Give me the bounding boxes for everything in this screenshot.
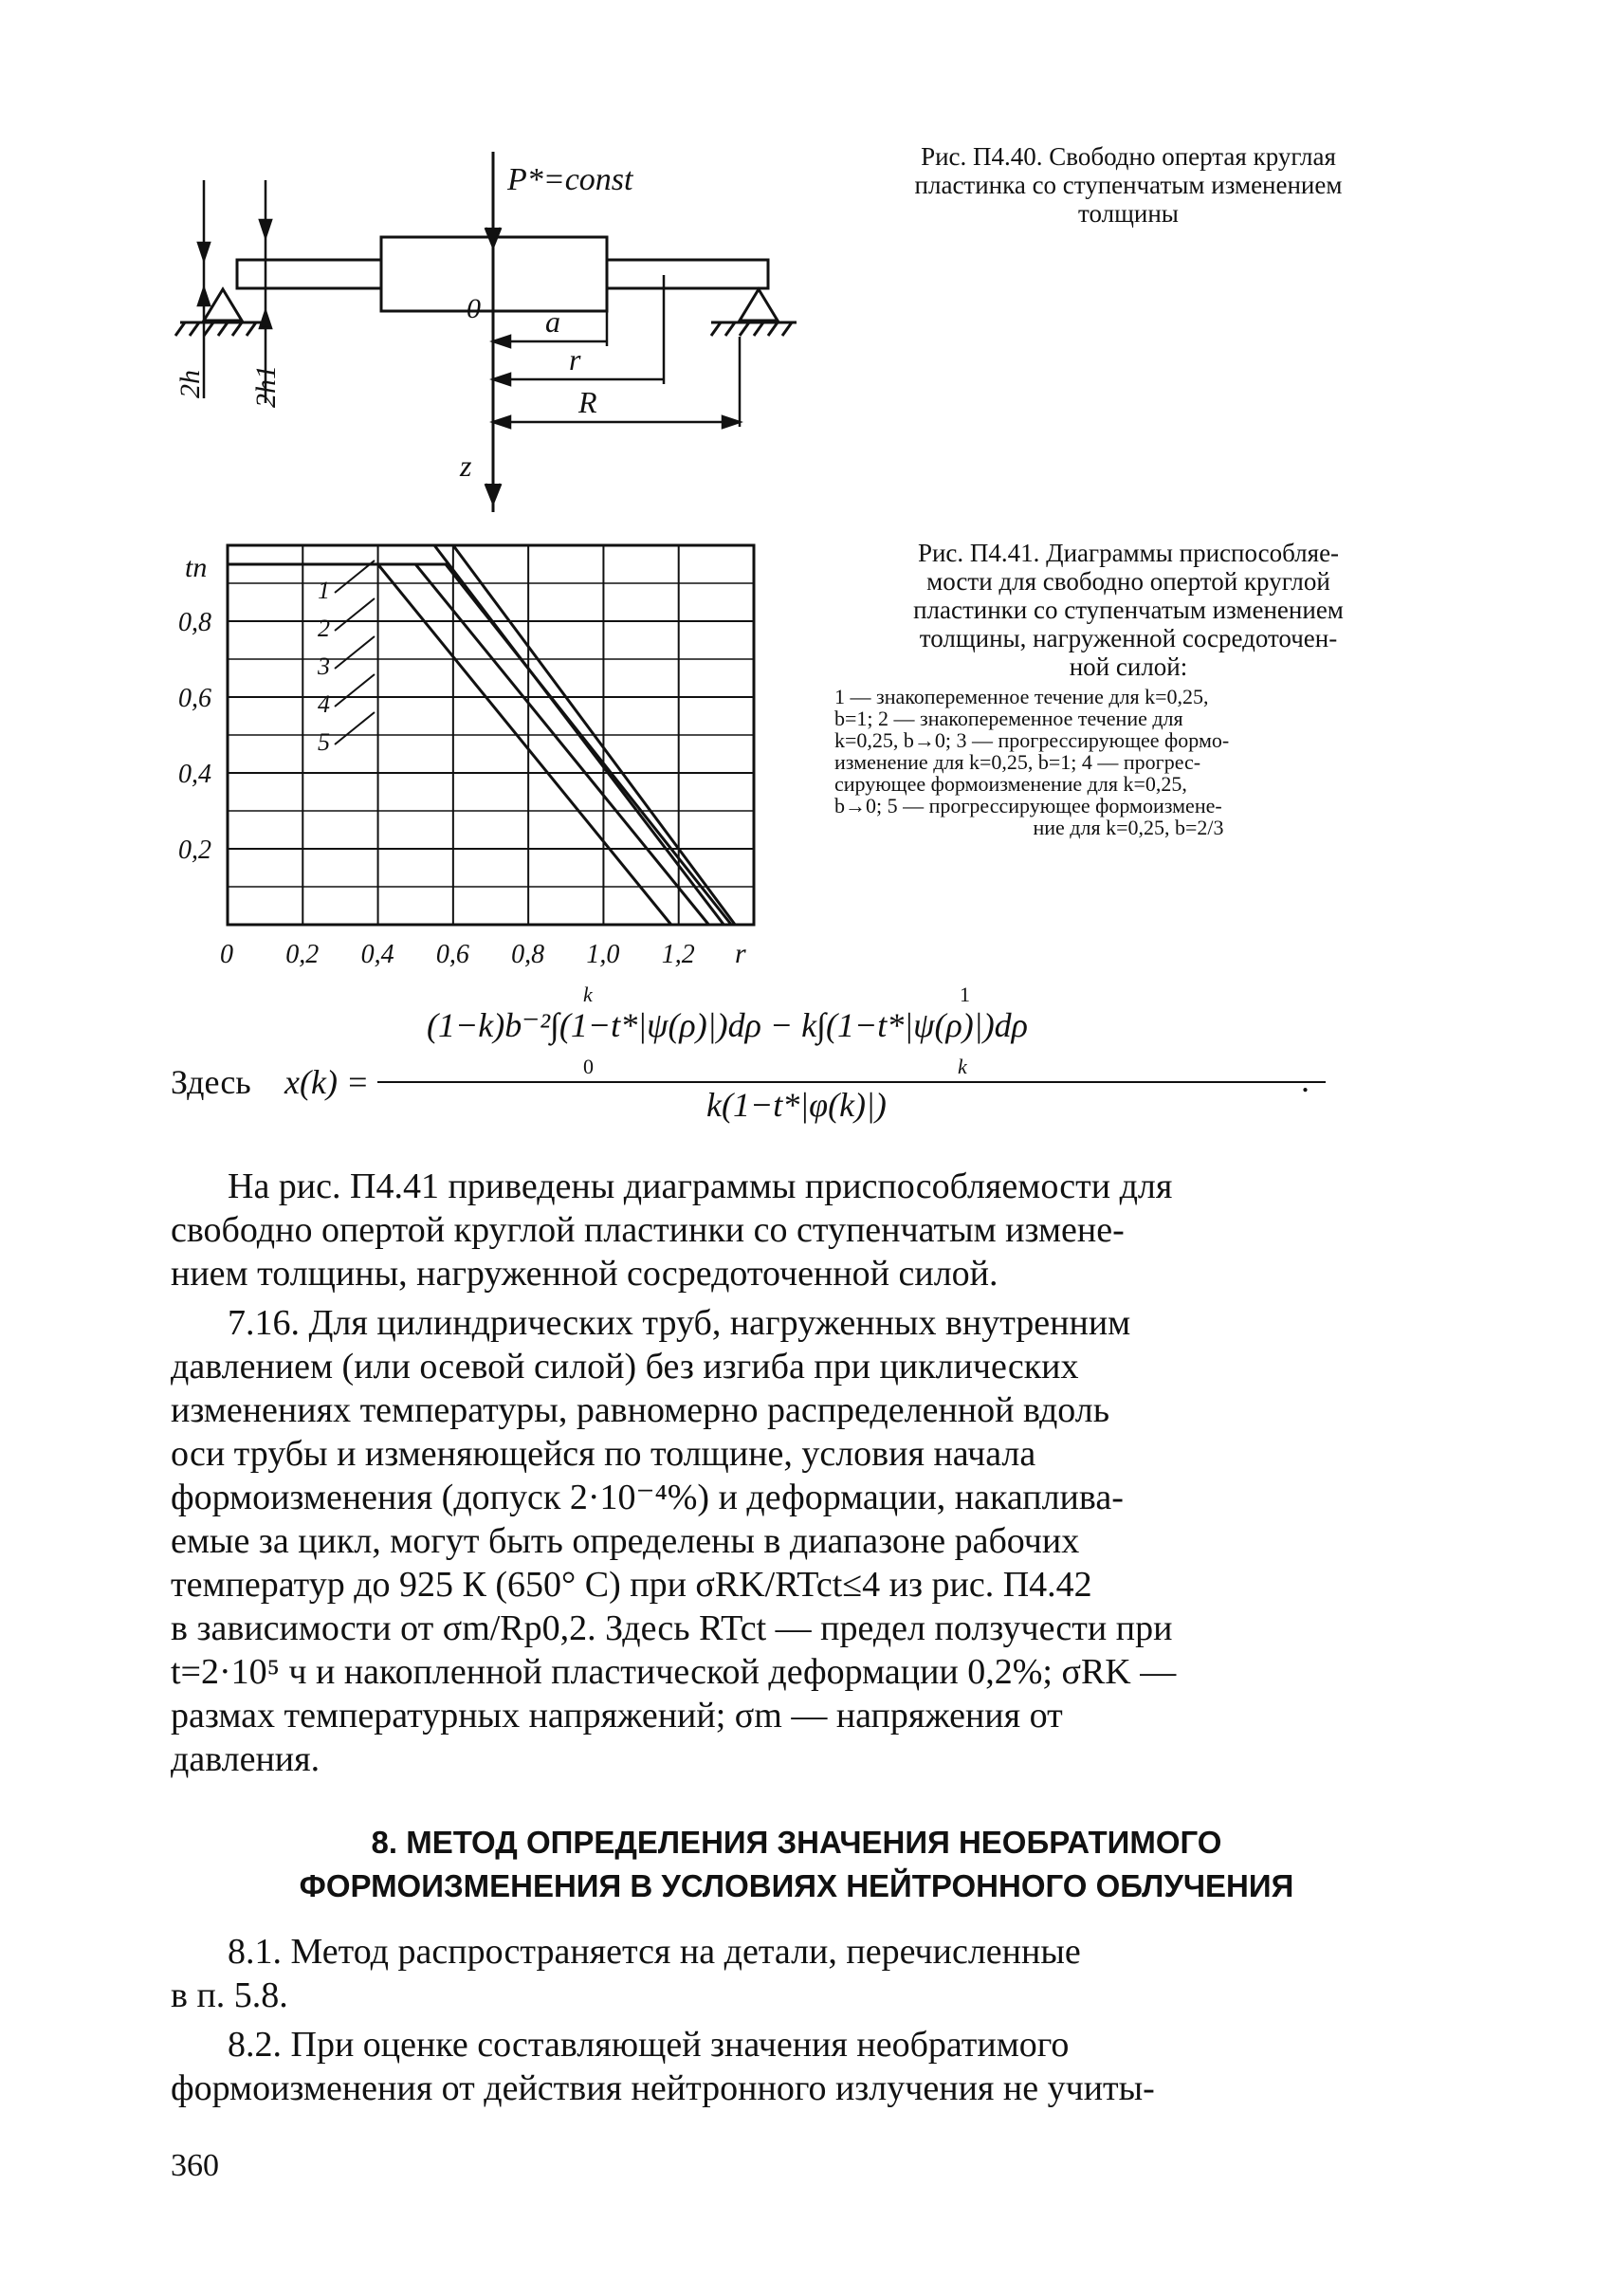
text-line: формоизменения (допуск 2·10⁻⁴%) и деформации, накаплива-: [171, 1478, 1124, 1517]
caption-line: пластинки со ступенчатым изменением: [913, 596, 1344, 624]
thickness-2h-dimension: [198, 180, 210, 398]
paragraph-8-1: [171, 1930, 1422, 2017]
formula-lead: Здесь: [171, 1063, 251, 1101]
heading-line: 8. МЕТОД ОПРЕДЕЛЕНИЯ ЗНАЧЕНИЯ НЕОБРАТИМОГО: [371, 1825, 1222, 1860]
text-line: в зависимости от σm/Rp0,2. Здесь RTct — предел ползучести при: [171, 1608, 1173, 1648]
x-tick-label: 0,8: [511, 940, 545, 969]
fraction-bar: [377, 1081, 1326, 1083]
y-tick-label: 0,2: [178, 836, 211, 865]
y-tick-label: 0,8: [178, 608, 211, 637]
text-line: давлением (или осевой силой) без изгиба при циклических: [171, 1347, 1079, 1387]
text-line: размах температурных напряжений; σm — напряжения от: [171, 1696, 1063, 1736]
y-tick-label: 0,4: [178, 760, 211, 789]
series-label-2: 2: [318, 615, 330, 642]
text-line: давления.: [171, 1739, 321, 1779]
left-support: [175, 289, 261, 336]
dim-a: a: [545, 304, 560, 339]
page-number: 360: [171, 2148, 219, 2183]
text-line: в п. 5.8.: [171, 1975, 288, 2015]
legend-line: сирующее формоизменение для k=0,25,: [834, 772, 1187, 796]
paragraph-fig-reference: [171, 1165, 1422, 1295]
text-line: формоизменения от действия нейтронного излучения не учиты-: [171, 2068, 1155, 2108]
series-leader-2: [335, 598, 375, 631]
section-8-heading: [171, 1821, 1422, 1908]
caption-line: ной силой:: [1069, 652, 1188, 681]
origin-label: 0: [467, 293, 481, 324]
caption-line: толщины: [1078, 199, 1179, 228]
series-label-5: 5: [318, 728, 330, 756]
right-support: [711, 289, 797, 336]
series-leader-4: [335, 674, 375, 707]
load-label: P*=const: [507, 162, 633, 197]
series-leader-5: [335, 712, 375, 744]
caption-line: пластинка со ступенчатым изменением: [914, 171, 1343, 199]
text-line: На рис. П4.41 приведены диаграммы приспособляемости для: [228, 1166, 1173, 1206]
series-line-2: [228, 564, 708, 925]
x-tick-label: 0: [220, 940, 233, 969]
dim-r: r: [569, 342, 581, 377]
text-line: 8.2. При оценке составляющей значения необратимого: [228, 2025, 1070, 2065]
x-tick-label: 0,4: [360, 940, 394, 969]
dim-R: R: [578, 385, 597, 419]
x-tick-label: 1,2: [661, 940, 695, 969]
formula-denominator: k(1−t*|φ(k)|): [706, 1086, 887, 1124]
series-line-1: [228, 564, 671, 925]
dim-z: z: [460, 449, 472, 483]
series-label-3: 3: [318, 652, 330, 680]
fig41-caption: [834, 539, 1422, 681]
fig41-legend: [834, 686, 1422, 838]
series-label-1: 1: [318, 577, 330, 604]
heading-line: ФОРМОИЗМЕНЕНИЯ В УСЛОВИЯХ НЕЙТРОННОГО ОБЛУЧЕНИЯ: [299, 1868, 1294, 1903]
paragraph-7-16: [171, 1301, 1422, 1781]
legend-line: k=0,25, b→0; 3 — прогрессирующее формо-: [834, 728, 1230, 752]
load-axis: [485, 152, 501, 512]
caption-line: толщины, нагруженной сосредоточен-: [919, 624, 1338, 652]
y-axis-label: tп: [185, 552, 208, 583]
text-line: изменениях температуры, равномерно распределенной вдоль: [171, 1390, 1110, 1430]
x-tick-label: 0,2: [285, 940, 320, 969]
x-tick-label: 0,6: [435, 940, 469, 969]
text-line: t=2·10⁵ ч и накопленной пластической деформации 0,2%; σRK —: [171, 1652, 1177, 1692]
legend-line: b=1; 2 — знакопеременное течение для: [834, 707, 1183, 730]
limit-upper-2: 1: [960, 983, 970, 1006]
formula-end: .: [1301, 1061, 1310, 1099]
legend-line: ние для k=0,25, b=2/3: [1033, 816, 1224, 839]
limit-upper-1: k: [583, 983, 593, 1006]
text-line: емые за цикл, могут быть определены в диапазоне рабочих: [171, 1521, 1080, 1561]
legend-line: b→0; 5 — прогрессирующее формоизмене-: [834, 794, 1222, 817]
series-leader-3: [335, 636, 375, 669]
paragraph-8-2: [171, 2023, 1422, 2110]
dim-2h: 2h: [174, 370, 206, 398]
formula: [171, 983, 1310, 1129]
legend-line: изменение для k=0,25, b=1; 4 — прогрес-: [834, 750, 1201, 774]
adaptability-chart: [171, 531, 797, 977]
text-line: температур до 925 К (650° С) при σRK/RTct≤4 из рис. П4.42: [171, 1565, 1092, 1605]
text-line: 8.1. Метод распространяется на детали, перечисленные: [228, 1932, 1081, 1972]
y-tick-label: 0,6: [178, 684, 211, 713]
limit-lower-1: 0: [583, 1055, 594, 1078]
text-line: оси трубы и изменяющейся по толщине, условия начала: [171, 1434, 1036, 1474]
legend-line: 1 — знакопеременное течение для k=0,25,: [834, 685, 1209, 708]
caption-line: Рис. П4.41. Диаграммы приспособляе-: [917, 539, 1340, 567]
text-line: 7.16. Для цилиндрических труб, нагруженных внутренним: [228, 1303, 1131, 1343]
x-tick-label: 1,0: [586, 940, 620, 969]
dim-2h1: 2h1: [250, 365, 282, 408]
formula-numerator: (1−k)b⁻²∫(1−t*|ψ(ρ)|)dρ − k∫(1−t*|ψ(ρ)|)dρ: [427, 1006, 1028, 1044]
text-line: нием толщины, нагруженной сосредоточенной силой.: [171, 1254, 998, 1294]
limit-lower-2: k: [958, 1055, 967, 1078]
x-axis-label: r: [735, 938, 746, 969]
caption-line: Рис. П4.40. Свободно опертая круглая: [921, 142, 1336, 171]
fig40-caption: [834, 142, 1422, 228]
caption-line: мости для свободно опертой круглой: [926, 567, 1330, 596]
text-line: свободно опертой круглой пластинки со ступенчатым измене-: [171, 1210, 1125, 1250]
series-label-4: 4: [318, 690, 330, 718]
formula-lhs: x(k) =: [284, 1063, 370, 1101]
plate-figure: [171, 142, 834, 522]
